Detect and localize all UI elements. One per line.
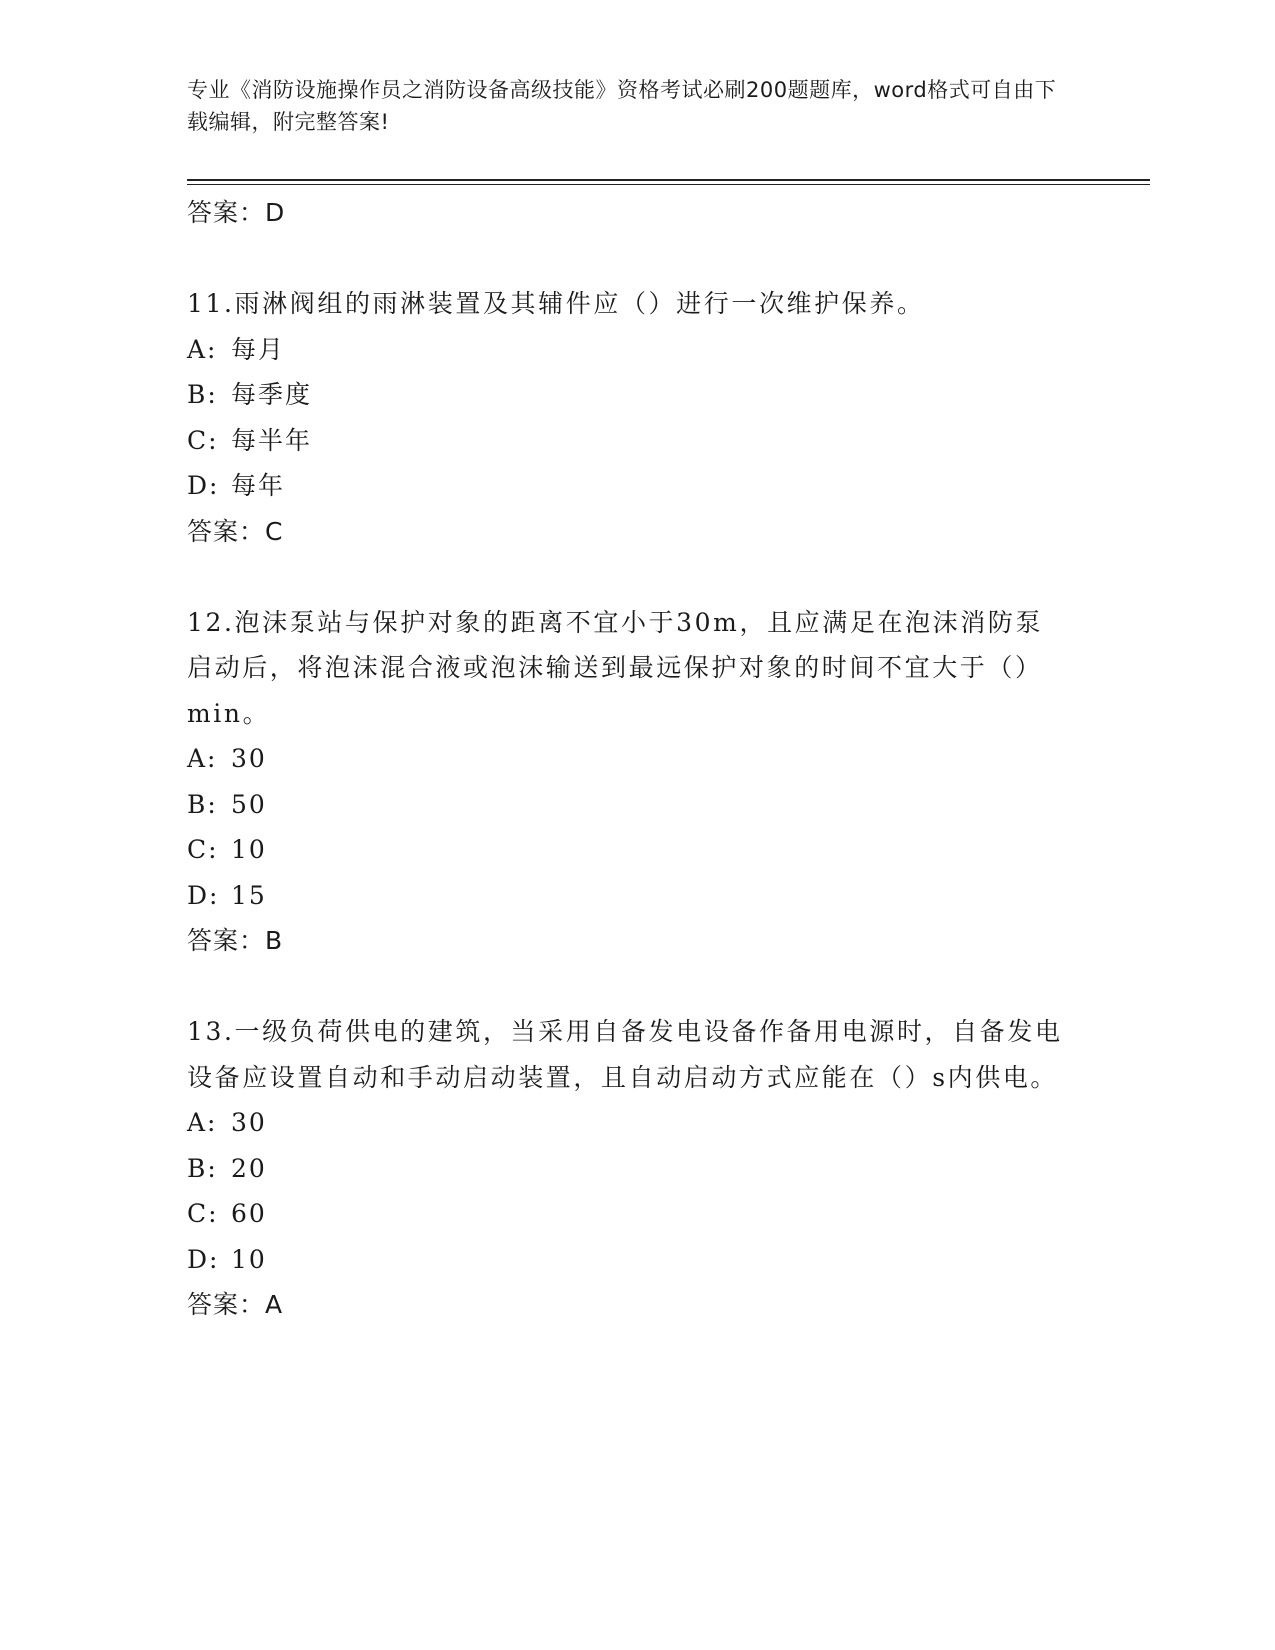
question-stem: 13.一级负荷供电的建筑，当采用自备发电设备作备用电源时，自备发电设备应设置自动和手动启动装置，且自动启动方式应能在（）s内供电。 — [187, 1017, 1063, 1092]
document-header: 专业《消防设施操作员之消防设备高级技能》资格考试必刷200题题库，word格式可自由下载编辑，附完整答案! — [187, 78, 1057, 134]
option-b — [187, 782, 1087, 828]
answer-line: 答案：B — [187, 926, 284, 955]
option-key: A: — [187, 744, 218, 773]
option-d — [187, 873, 1087, 919]
answer-line: 答案：D — [187, 198, 286, 227]
option-key: B: — [187, 789, 218, 819]
question-list — [187, 190, 1087, 1328]
question-stem: 12.泡沫泵站与保护对象的距离不宜小于30m，且应满足在泡沫消防泵启动后，将泡沫混合液或泡沫输送到最远保护对象的时间不宜大于（）min。 — [187, 607, 1044, 728]
option-key: D: — [187, 880, 220, 910]
question-item — [187, 600, 1087, 965]
option-text: 每半年 — [231, 425, 313, 455]
option-a — [187, 1100, 1087, 1146]
option-d — [187, 1237, 1087, 1283]
option-key: A: — [187, 334, 218, 364]
option-key: C: — [187, 1199, 219, 1228]
option-key: B: — [187, 380, 218, 409]
option-text: 每年 — [231, 471, 286, 500]
option-text: 60 — [231, 1199, 267, 1228]
option-key: A: — [187, 1108, 218, 1137]
question-stem: 11.雨淋阀组的雨淋装置及其辅件应（）进行一次维护保养。 — [187, 289, 925, 318]
question-item — [187, 281, 1087, 555]
option-b — [187, 1146, 1087, 1192]
option-text: 10 — [231, 1244, 267, 1274]
option-c — [187, 827, 1087, 873]
option-text: 每季度 — [231, 380, 313, 409]
option-d — [187, 463, 1087, 509]
option-c — [187, 1191, 1087, 1237]
option-a — [187, 327, 1087, 373]
option-text: 每月 — [231, 334, 286, 364]
question-item — [187, 1009, 1087, 1328]
answer-line: 答案：A — [187, 1290, 284, 1319]
header-rule-thick — [187, 179, 1150, 181]
option-text: 30 — [231, 1108, 267, 1137]
option-key: D: — [187, 471, 220, 500]
option-a — [187, 736, 1087, 782]
option-text: 50 — [231, 789, 267, 819]
option-c — [187, 418, 1087, 464]
answer-line: 答案：C — [187, 516, 284, 546]
option-key: D: — [187, 1244, 220, 1274]
option-key: C: — [187, 425, 219, 455]
option-text: 10 — [231, 835, 267, 864]
option-b — [187, 372, 1087, 418]
option-text: 20 — [231, 1153, 267, 1183]
option-key: C: — [187, 835, 219, 864]
header-rule-thin — [187, 184, 1150, 185]
option-text: 15 — [231, 880, 267, 910]
option-text: 30 — [231, 744, 267, 773]
option-key: B: — [187, 1153, 218, 1183]
